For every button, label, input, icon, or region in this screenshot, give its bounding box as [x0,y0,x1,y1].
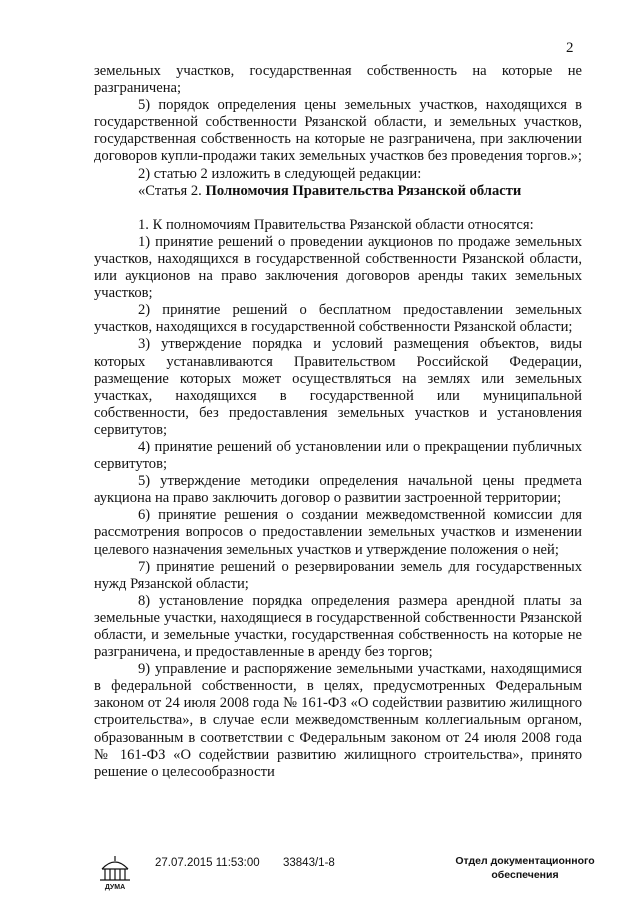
paragraph: 2) статью 2 изложить в следующей редакции: [138,165,422,182]
article-item: 4) принятие решений об установлении или о прекращении публичных сервитутов; [94,438,582,473]
article-item: 8) установление порядка определения размера арендной платы за земельные участки, находящиеся в государственной собственности Рязанской области, и земельные участки, государственная собственность на которые не разграничена, и предоставленные в аренду без торгов; [94,592,582,661]
duma-logo-icon [96,853,134,891]
paragraph: 5) порядок определения цены земельных участков, находящихся в государственной собственности Рязанской области, и земельных участков, государственная собственность на которые не разграничена, при заключении договоров купли-продажи таких земельных участков без проведения торгов.»; [94,97,582,165]
department-line: Отдел документационного [455,855,595,867]
article-item: 7) принятие решений о резервировании земель для государственных нужд Рязанской области; [94,558,582,592]
article-item: 9) управление и распоряжение земельными участками, находящимися в федеральной собственности, в целях, предусмотренных Федеральным законом от 24 июля 2008 года № 161-ФЗ «О содействии развитию жилищного строительства», в случае если межведомственным коллегиальным органом, образованным в соответствии с Федеральным законом от 24 июля 2008 года № 161-ФЗ «О содействии развитию жилищного строительства», принято решение о целесообразности [94,661,582,780]
article-item: 6) принятие решения о создании межведомственной комиссии для рассмотрения вопросов о предоставлении земельных участков и изменении целевого назначения земельных участков и утверждение положения о ней; [94,507,582,558]
department-line: обеспечения [491,869,559,881]
article-heading-title: Полномочия Правительства Рязанской области [205,182,522,199]
department-stamp [450,854,600,882]
article-heading-prefix: «Статья 2. [138,182,206,199]
paragraph-gap [94,200,582,217]
paragraph: земельных участков, государственная собственность на которые не разграничена; [94,63,582,97]
article-heading [94,183,582,200]
page-number: 2 [566,40,574,56]
logo-text: ДУМА [104,884,126,891]
article-item: 1. К полномочиям Правительства Рязанской области относятся: [138,216,534,233]
page-footer [0,850,640,900]
document-number: 33843/1-8 [283,857,335,869]
document-body [94,63,582,781]
article-item: 3) утверждение порядка и условий размещения объектов, виды которых устанавливаются Правительством Российской Федерации, размещение которых может осуществляться на землях или земельных участках, находящихся в государственной или муниципальной собственности, без предоставления земельных участков и установления сервитутов; [94,336,582,438]
article-item: 1) принятие решений о проведении аукционов по продаже земельных участков, находящихся в государственной собственности Рязанской области, или аукционов на право заключения договоров аренды таких земельных участков; [94,233,582,302]
timestamp: 27.07.2015 11:53:00 [155,857,260,869]
article-item: 5) утверждение методики определения начальной цены предмета аукциона на право заключить договор о развитии застроенной территории; [94,473,582,507]
article-item: 2) принятие решений о бесплатном предоставлении земельных участков, находящихся в государственной собственности Рязанской области; [94,302,582,336]
